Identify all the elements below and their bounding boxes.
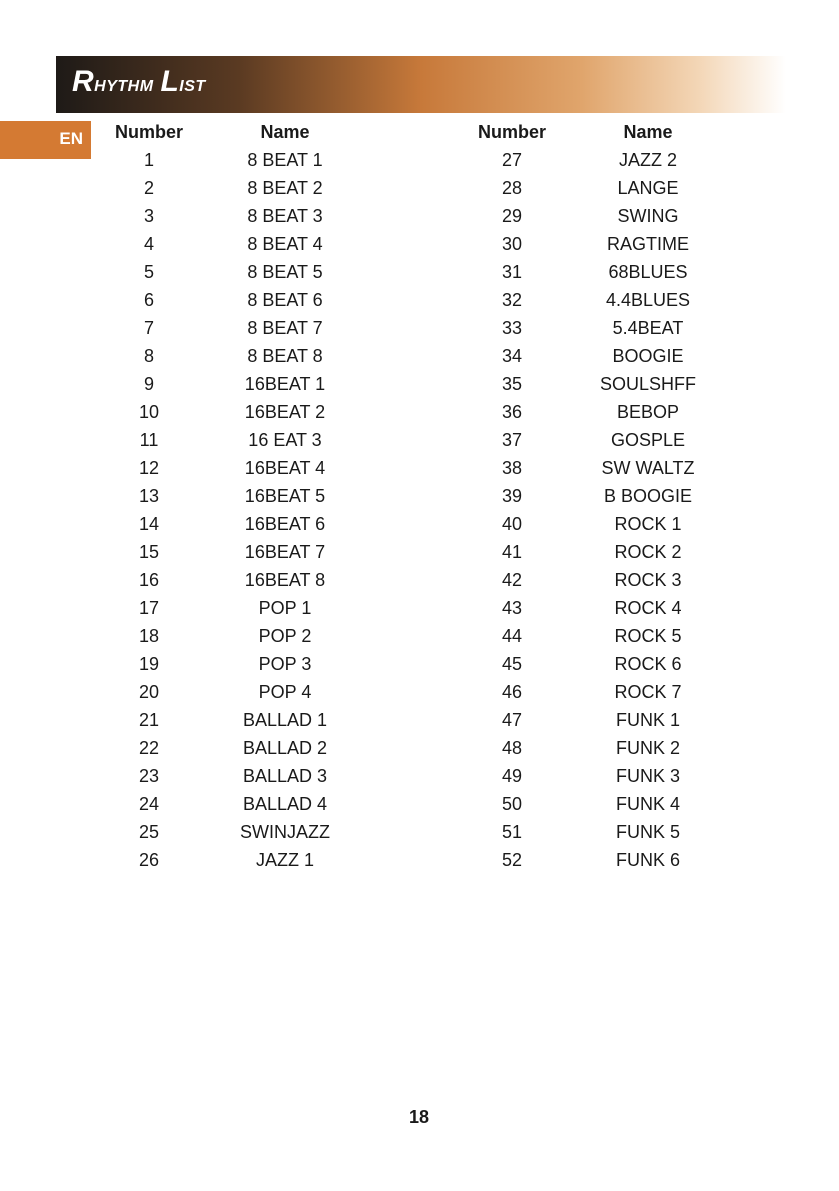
rhythm-name: 8 BEAT 7	[247, 318, 323, 338]
rhythm-number: 42	[501, 570, 523, 590]
title-word-rhythm: hythm	[94, 70, 161, 96]
rhythm-name: RAGTIME	[606, 234, 690, 254]
rhythm-number: 6	[143, 290, 155, 310]
rhythm-name: 8 BEAT 1	[247, 150, 323, 170]
rhythm-number: 15	[138, 542, 160, 562]
rhythm-name: POP 3	[258, 654, 312, 674]
rhythm-number: 30	[501, 234, 523, 254]
rhythm-number: 1	[143, 150, 155, 170]
rhythm-number: 51	[501, 822, 523, 842]
rhythm-name: JAZZ 2	[618, 150, 678, 170]
rhythm-number: 22	[138, 738, 160, 758]
rhythm-name: POP 4	[258, 682, 312, 702]
rhythm-name: BEBOP	[616, 402, 680, 422]
rhythm-number: 16	[138, 570, 160, 590]
rhythm-number: 20	[138, 682, 160, 702]
rhythm-number: 35	[501, 374, 523, 394]
right-name-header: Name	[623, 122, 673, 142]
rhythm-name: 4.4BLUES	[605, 290, 691, 310]
rhythm-name: 16 EAT 3	[248, 430, 322, 450]
rhythm-number: 17	[138, 598, 160, 618]
rhythm-name: FUNK 3	[615, 766, 681, 786]
rhythm-name: ROCK 1	[614, 514, 682, 534]
rhythm-number: 24	[138, 794, 160, 814]
rhythm-number: 48	[501, 738, 523, 758]
rhythm-name: B BOOGIE	[603, 486, 693, 506]
rhythm-name: POP 2	[258, 626, 312, 646]
page-number: 18	[408, 1107, 430, 1127]
rhythm-number: 44	[501, 626, 523, 646]
rhythm-number: 27	[501, 150, 523, 170]
rhythm-name: ROCK 2	[614, 542, 682, 562]
rhythm-name: 16BEAT 4	[244, 458, 326, 478]
rhythm-number: 34	[501, 346, 523, 366]
rhythm-number: 4	[143, 234, 155, 254]
rhythm-name: 16BEAT 5	[244, 486, 326, 506]
rhythm-number: 21	[138, 710, 160, 730]
page-title	[72, 65, 206, 99]
rhythm-number: 14	[138, 514, 160, 534]
rhythm-number: 12	[138, 458, 160, 478]
rhythm-number: 46	[501, 682, 523, 702]
rhythm-number: 25	[138, 822, 160, 842]
rhythm-number: 39	[501, 486, 523, 506]
rhythm-number: 26	[138, 850, 160, 870]
rhythm-name: BALLAD 2	[242, 738, 328, 758]
rhythm-number: 43	[501, 598, 523, 618]
rhythm-name: FUNK 2	[615, 738, 681, 758]
language-tab	[0, 121, 91, 159]
rhythm-number: 31	[501, 262, 523, 282]
rhythm-name: SOULSHFF	[599, 374, 697, 394]
rhythm-number: 11	[139, 430, 159, 450]
rhythm-number: 37	[501, 430, 523, 450]
rhythm-number: 40	[501, 514, 523, 534]
rhythm-name: 8 BEAT 2	[247, 178, 323, 198]
rhythm-number: 23	[138, 766, 160, 786]
rhythm-name: SWING	[617, 206, 679, 226]
rhythm-name: 8 BEAT 4	[247, 234, 323, 254]
language-label: EN	[59, 129, 83, 148]
rhythm-name: FUNK 5	[615, 822, 681, 842]
rhythm-name: BOOGIE	[612, 346, 684, 366]
rhythm-name: 8 BEAT 6	[247, 290, 323, 310]
rhythm-name: SWINJAZZ	[240, 822, 330, 842]
rhythm-number: 33	[501, 318, 523, 338]
rhythm-name: POP 1	[258, 598, 312, 618]
rhythm-name: 16BEAT 6	[244, 514, 326, 534]
rhythm-number: 29	[501, 206, 523, 226]
rhythm-name: BALLAD 1	[242, 710, 328, 730]
rhythm-name: 16BEAT 8	[244, 570, 326, 590]
rhythm-name: 68BLUES	[608, 262, 688, 282]
rhythm-number: 49	[501, 766, 523, 786]
rhythm-name: 8 BEAT 3	[247, 206, 323, 226]
title-word-list: ist	[179, 70, 206, 96]
rhythm-name: ROCK 4	[614, 598, 682, 618]
rhythm-number: 9	[143, 374, 155, 394]
rhythm-name: 16BEAT 7	[244, 542, 326, 562]
rhythm-number: 19	[138, 654, 160, 674]
rhythm-number: 3	[143, 206, 155, 226]
rhythm-number: 38	[501, 458, 523, 478]
rhythm-number: 45	[501, 654, 523, 674]
rhythm-number: 8	[143, 346, 155, 366]
rhythm-name: FUNK 1	[615, 710, 681, 730]
rhythm-number: 36	[501, 402, 523, 422]
rhythm-name: 8 BEAT 5	[247, 262, 323, 282]
rhythm-name: 5.4BEAT	[612, 318, 684, 338]
rhythm-number: 41	[501, 542, 523, 562]
rhythm-number: 28	[501, 178, 523, 198]
left-name-header: Name	[260, 122, 310, 142]
rhythm-name: 8 BEAT 8	[247, 346, 323, 366]
rhythm-name: FUNK 4	[615, 794, 681, 814]
rhythm-number: 13	[138, 486, 160, 506]
rhythm-name: 16BEAT 1	[244, 374, 326, 394]
title-banner	[56, 56, 786, 113]
rhythm-name: SW WALTZ	[601, 458, 695, 478]
title-initial-r: R	[72, 65, 95, 98]
title-initial-l: L	[160, 65, 180, 98]
rhythm-name: FUNK 6	[615, 850, 681, 870]
rhythm-name: ROCK 7	[614, 682, 682, 702]
rhythm-number: 50	[501, 794, 523, 814]
rhythm-name: 16BEAT 2	[244, 402, 326, 422]
rhythm-number: 18	[138, 626, 160, 646]
rhythm-name: BALLAD 4	[242, 794, 328, 814]
rhythm-number: 47	[501, 710, 523, 730]
right-number-header: Number	[477, 122, 547, 142]
rhythm-number: 5	[143, 262, 155, 282]
rhythm-number: 2	[143, 178, 155, 198]
left-number-header: Number	[114, 122, 184, 142]
rhythm-name: JAZZ 1	[255, 850, 315, 870]
rhythm-number: 7	[143, 318, 155, 338]
rhythm-name: BALLAD 3	[242, 766, 328, 786]
rhythm-name: ROCK 5	[614, 626, 682, 646]
rhythm-number: 52	[501, 850, 523, 870]
rhythm-name: ROCK 6	[614, 654, 682, 674]
rhythm-number: 10	[138, 402, 160, 422]
rhythm-name: LANGE	[617, 178, 679, 198]
rhythm-number: 32	[501, 290, 523, 310]
rhythm-name: ROCK 3	[614, 570, 682, 590]
rhythm-name: GOSPLE	[610, 430, 686, 450]
